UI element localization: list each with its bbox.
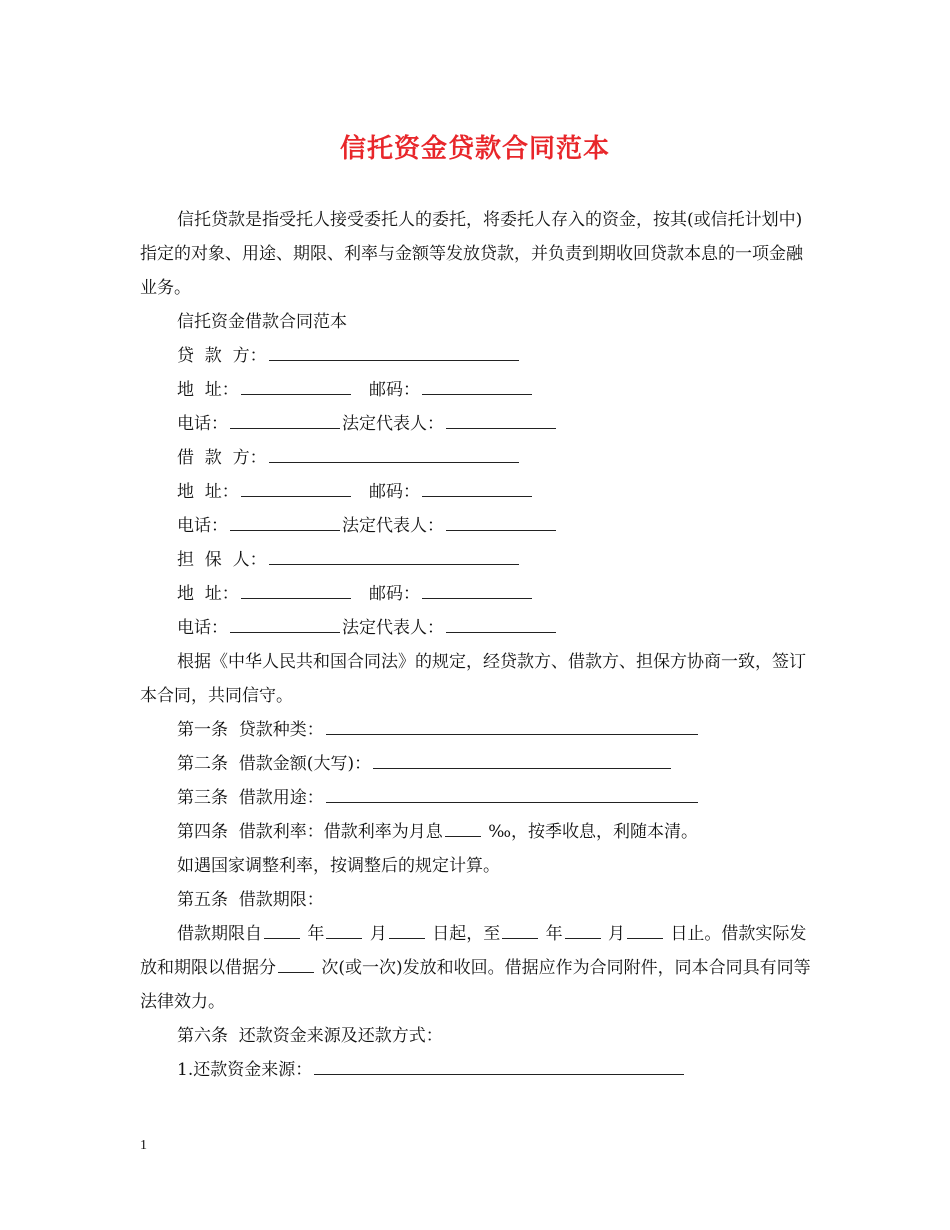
- article-2-label: 第二条 借款金额(大写)：: [177, 754, 372, 774]
- article-6-1-label: 1.还款资金来源：: [177, 1060, 313, 1080]
- article-3-label: 第三条 借款用途：: [177, 788, 324, 808]
- postcode-label: 邮码：: [369, 380, 421, 400]
- phone-blank[interactable]: [230, 408, 340, 429]
- borrower-line: [140, 441, 812, 475]
- lender-phone-line: [140, 407, 812, 441]
- address-label: 地 址：: [177, 482, 239, 502]
- article-3: [140, 781, 812, 815]
- guarantor-phone-line: [140, 611, 812, 645]
- month-label: 月: [369, 924, 387, 944]
- document-body: [140, 203, 812, 1087]
- phone-label: 电话：: [177, 618, 228, 638]
- start-day-blank[interactable]: [389, 918, 425, 939]
- postcode-label: 邮码：: [369, 584, 421, 604]
- address-blank[interactable]: [241, 476, 351, 497]
- basis-paragraph: 根据《中华人民共和国合同法》的规定，经贷款方、借款方、担保方协商一致，签订本合同，共同信守。: [140, 652, 806, 706]
- lender-blank[interactable]: [269, 340, 519, 361]
- year-label: 年: [545, 924, 563, 944]
- day-to-label: 日止。借款实际发放和期限以借据分: [140, 924, 807, 978]
- installments-blank[interactable]: [278, 952, 314, 973]
- postcode-blank[interactable]: [422, 374, 532, 395]
- phone-label: 电话：: [177, 516, 228, 536]
- lender-line: [140, 339, 812, 373]
- postcode-label: 邮码：: [369, 482, 421, 502]
- end-year-blank[interactable]: [502, 918, 538, 939]
- guarantor-line: [140, 543, 812, 577]
- article-1-label: 第一条 贷款种类：: [177, 720, 324, 740]
- repayment-source-blank[interactable]: [314, 1054, 684, 1075]
- article-1: [140, 713, 812, 747]
- start-month-blank[interactable]: [326, 918, 362, 939]
- article-4-rest: ‰，按季收息，利随本清。: [488, 822, 699, 842]
- address-blank[interactable]: [241, 374, 351, 395]
- end-day-blank[interactable]: [627, 918, 663, 939]
- guarantor-label: 担 保 人：: [177, 550, 267, 570]
- phone-label: 电话：: [177, 414, 228, 434]
- document-title: 信托资金贷款合同范本: [339, 134, 610, 164]
- subtitle: 信托资金借款合同范本: [177, 312, 347, 332]
- legal-rep-blank[interactable]: [446, 408, 556, 429]
- loan-amount-blank[interactable]: [373, 748, 671, 769]
- borrower-phone-line: [140, 509, 812, 543]
- postcode-blank[interactable]: [422, 578, 532, 599]
- legal-rep-label: 法定代表人：: [342, 516, 444, 536]
- loan-type-blank[interactable]: [326, 714, 698, 735]
- legal-rep-blank[interactable]: [446, 510, 556, 531]
- rate-adjust-line: 如遇国家调整利率，按调整后的规定计算。: [177, 856, 500, 876]
- article-6-1: [140, 1053, 812, 1087]
- article-4-label: 第四条 借款利率：借款利率为月息: [177, 822, 443, 842]
- loan-purpose-blank[interactable]: [326, 782, 698, 803]
- article-5: 第五条 借款期限：: [177, 890, 324, 910]
- term-from: 借款期限自: [177, 924, 262, 944]
- legal-rep-blank[interactable]: [446, 612, 556, 633]
- borrower-address-line: [140, 475, 812, 509]
- guarantor-blank[interactable]: [269, 544, 519, 565]
- intro-paragraph: 信托贷款是指受托人接受委托人的委托，将委托人存入的资金，按其(或信托计划中)指定的对象、用途、期限、利率与金额等发放贷款，并负责到期收回贷款本息的一项金融业务。: [140, 210, 803, 298]
- borrower-blank[interactable]: [269, 442, 519, 463]
- lender-label: 贷 款 方：: [177, 346, 267, 366]
- address-blank[interactable]: [241, 578, 351, 599]
- article-4: [140, 815, 812, 849]
- term-paragraph: [140, 917, 812, 1019]
- postcode-blank[interactable]: [422, 476, 532, 497]
- page-number: 1: [140, 1138, 147, 1153]
- legal-rep-label: 法定代表人：: [342, 618, 444, 638]
- lender-address-line: [140, 373, 812, 407]
- interest-rate-blank[interactable]: [445, 816, 481, 837]
- end-month-blank[interactable]: [565, 918, 601, 939]
- phone-blank[interactable]: [230, 510, 340, 531]
- phone-blank[interactable]: [230, 612, 340, 633]
- address-label: 地 址：: [177, 584, 239, 604]
- address-label: 地 址：: [177, 380, 239, 400]
- year-label: 年: [307, 924, 325, 944]
- legal-rep-label: 法定代表人：: [342, 414, 444, 434]
- article-6: 第六条 还款资金来源及还款方式：: [177, 1026, 443, 1046]
- borrower-label: 借 款 方：: [177, 448, 267, 468]
- start-year-blank[interactable]: [264, 918, 300, 939]
- guarantor-address-line: [140, 577, 812, 611]
- day-from-label: 日起，至: [432, 924, 501, 944]
- article-2: [140, 747, 812, 781]
- month-label: 月: [608, 924, 626, 944]
- times-label: 次(或一次)发放和收回。借据应作为合同附件，同本合同具有同等法律效力。: [140, 958, 811, 1012]
